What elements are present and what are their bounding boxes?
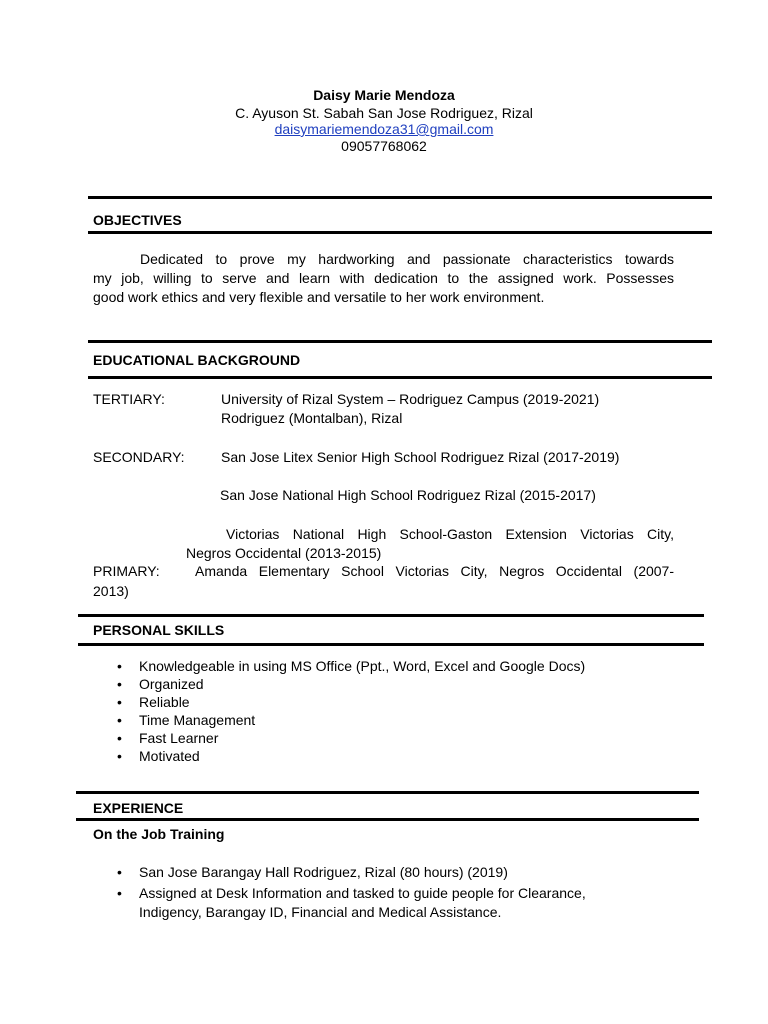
bullet-icon: •	[117, 694, 122, 710]
section-rule-top	[88, 340, 712, 343]
section-rule-bottom	[76, 818, 699, 821]
list-item: • Assigned at Desk Information and tasked to guide people for Clearance, Indigency, Barangay ID, Financial and Medical Assistance.	[117, 885, 586, 920]
education-heading: EDUCATIONAL BACKGROUND	[93, 352, 301, 368]
bullet-icon: •	[117, 712, 122, 728]
bullet-icon: •	[117, 658, 122, 674]
experience-list	[115, 863, 586, 922]
bullet-icon: •	[117, 748, 122, 764]
primary-school: Amanda Elementary School Victorias City, Negros Occidental (2007-	[195, 563, 674, 579]
address: C. Ayuson St. Sabah San Jose Rodriguez, Rizal	[235, 105, 533, 121]
experience-subheading: On the Job Training	[93, 826, 225, 842]
secondary-school: San Jose National High School Rodriguez Rizal (2015-2017)	[220, 487, 596, 503]
objective-line: good work ethics and very flexible and versatile to her work environment.	[93, 289, 545, 305]
list-item: • Time Management	[117, 712, 256, 728]
tertiary-label: TERTIARY:	[93, 391, 165, 407]
email-line	[0, 121, 768, 137]
secondary-school-continued: Negros Occidental (2013-2015)	[186, 545, 382, 561]
experience-heading: EXPERIENCE	[93, 800, 184, 816]
section-rule-bottom	[88, 231, 712, 234]
email-link[interactable]: daisymariemendoza31@gmail.com	[274, 121, 494, 137]
resume-name: Daisy Marie Mendoza	[313, 87, 455, 103]
tertiary-school: University of Rizal System – Rodriguez Campus (2019-2021)	[221, 391, 600, 407]
list-item: • Knowledgeable in using MS Office (Ppt., Word, Excel and Google Docs)	[117, 658, 586, 674]
secondary-school: Victorias National High School-Gaston Extension Victorias City,	[226, 526, 674, 542]
skills-list	[115, 657, 585, 765]
primary-school-continued: 2013)	[93, 583, 129, 599]
list-item: • San Jose Barangay Hall Rodriguez, Rizal (80 hours) (2019)	[117, 864, 508, 880]
list-item: • Fast Learner	[117, 730, 219, 746]
section-rule-top	[88, 196, 712, 199]
section-rule-bottom	[78, 643, 704, 646]
list-item: • Motivated	[117, 748, 200, 764]
phone-number: 09057768062	[341, 138, 427, 154]
section-rule-top	[76, 791, 699, 794]
bullet-icon: •	[117, 885, 122, 901]
objectives-heading: OBJECTIVES	[93, 212, 182, 228]
objective-line: my job, willing to serve and learn with dedication to the assigned work. Possesses	[93, 270, 674, 286]
bullet-icon: •	[117, 730, 122, 746]
secondary-label: SECONDARY:	[93, 449, 185, 465]
skills-heading: PERSONAL SKILLS	[93, 622, 225, 638]
secondary-school: San Jose Litex Senior High School Rodriguez Rizal (2017-2019)	[221, 449, 620, 465]
section-rule-bottom	[88, 376, 712, 379]
list-item: • Reliable	[117, 694, 190, 710]
tertiary-location: Rodriguez (Montalban), Rizal	[221, 410, 403, 426]
section-rule-top	[78, 614, 704, 617]
bullet-icon: •	[117, 676, 122, 692]
bullet-icon: •	[117, 864, 122, 880]
primary-label: PRIMARY:	[93, 563, 160, 579]
objective-line: Dedicated to prove my hardworking and passionate characteristics towards	[140, 251, 674, 267]
list-item: • Organized	[117, 676, 204, 692]
